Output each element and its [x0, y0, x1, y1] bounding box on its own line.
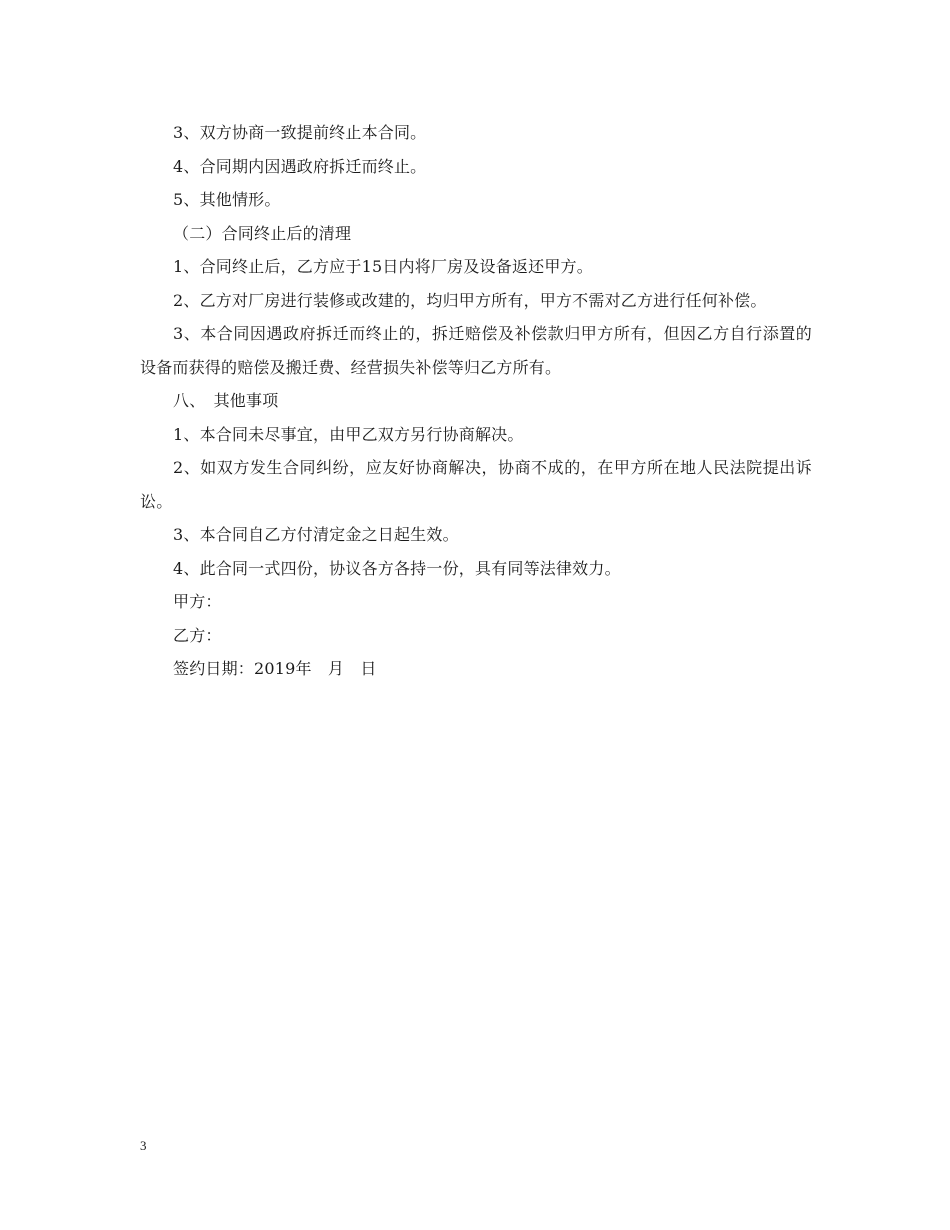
clause-cleanup-compensation: 3、本合同因遇政府拆迁而终止的，拆迁赔偿及补偿款归甲方所有，但因乙方自行添置的设备而获得的赔偿及搬迁费、经营损失补偿等归乙方所有。	[140, 324, 812, 377]
section-heading-other-matters: 八、 其他事项	[173, 391, 279, 410]
clause-other-copies: 4、此合同一式四份，协议各方各持一份，具有同等法律效力。	[173, 558, 621, 578]
clause-termination-other: 5、其他情形。	[173, 190, 281, 209]
page-number: 3	[140, 1138, 147, 1153]
section-heading-cleanup: （二）合同终止后的清理	[173, 223, 352, 243]
signature-party-b: 乙方：	[173, 625, 222, 645]
clause-termination-mutual: 3、双方协商一致提前终止本合同。	[173, 123, 427, 142]
clause-other-unresolved: 1、本合同未尽事宜，由甲乙双方另行协商解决。	[173, 424, 524, 444]
document-body	[140, 116, 812, 686]
clause-cleanup-renovation: 2、乙方对厂房进行装修或改建的，均归甲方所有，甲方不需对乙方进行任何补偿。	[173, 290, 767, 310]
clause-cleanup-return: 1、合同终止后，乙方应于15日内将厂房及设备返还甲方。	[173, 257, 593, 276]
signing-date: 签约日期：2019年 月 日	[173, 659, 377, 678]
clause-termination-demolition: 4、合同期内因遇政府拆迁而终止。	[173, 156, 427, 176]
clause-other-dispute: 2、如双方发生合同纠纷，应友好协商解决，协商不成的，在甲方所在地人民法院提出诉讼。	[140, 458, 812, 511]
signature-party-a: 甲方：	[173, 592, 222, 611]
clause-other-effective: 3、本合同自乙方付清定金之日起生效。	[173, 525, 459, 544]
